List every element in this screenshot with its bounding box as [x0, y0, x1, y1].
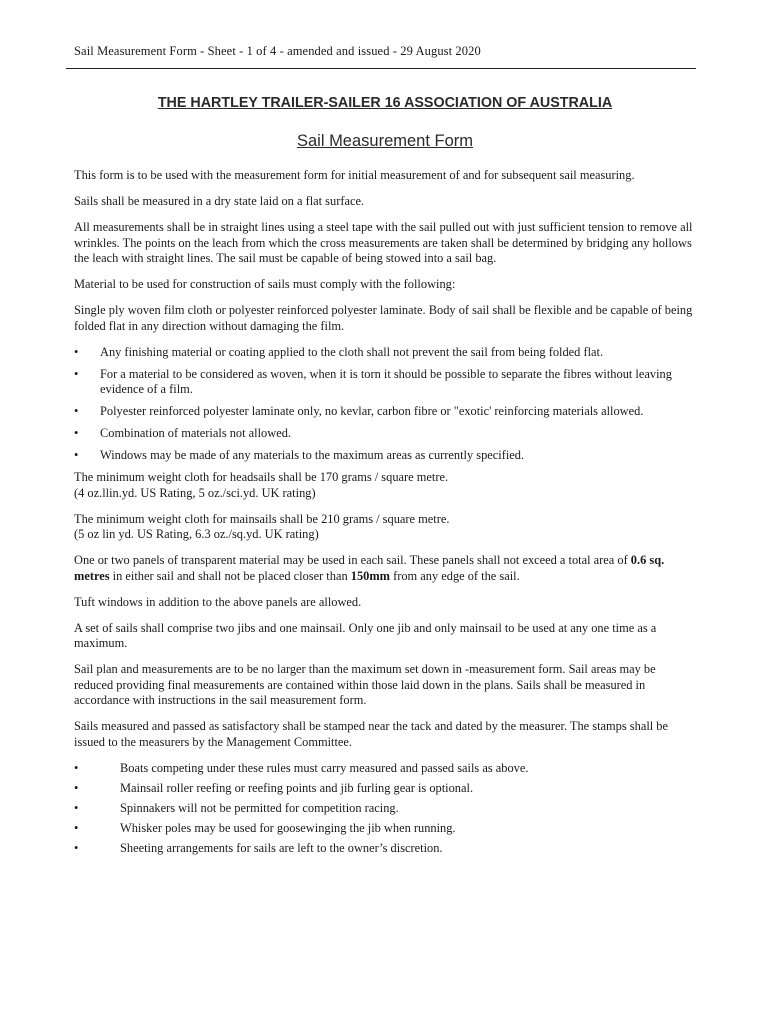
headsail-weight-line: The minimum weight cloth for headsails shall be 170 grams / square metre. — [74, 470, 449, 484]
list-item-text: Whisker poles may be used for goosewinging the jib when running. — [120, 820, 456, 835]
material-requirements-list — [74, 345, 696, 464]
panels-area-limit: 0.6 sq. metres — [74, 553, 665, 583]
bullet-icon: • — [74, 366, 79, 381]
list-item — [74, 841, 696, 857]
bullet-icon: • — [74, 448, 79, 462]
list-item-text: For a material to be considered as woven, when it is torn it should be possible to separate the fibres without leaving evidence of a film. — [100, 366, 672, 396]
panels-text: in either sail and shall not be placed closer than — [109, 568, 351, 583]
bullet-icon: • — [74, 840, 79, 855]
list-item — [74, 781, 696, 797]
list-item-text: Boats competing under these rules must carry measured and passed sails as above. — [120, 760, 529, 775]
list-item — [74, 821, 696, 837]
intro-paragraph: All measurements shall be in straight lines using a steel tape with the sail pulled out with just sufficient tension to remove all wrinkles. The points on the leach from which the cross measurements are taken shall be determined by bridging any hollows the leach with straight lines. The sail must be capable of being stowed into a sail bag. — [74, 220, 693, 265]
bullet-icon: • — [74, 800, 79, 815]
mainsail-weight-line: The minimum weight cloth for mainsails shall be 210 grams / square metre. — [74, 511, 450, 526]
list-item-text: Spinnakers will not be permitted for competition racing. — [120, 800, 399, 815]
intro-paragraph: This form is to be used with the measurement form for initial measurement of and for subsequent sail measuring. — [74, 168, 635, 182]
list-item-text: Windows may be made of any materials to the maximum areas as currently specified. — [100, 448, 525, 462]
list-item-text: Combination of materials not allowed. — [100, 426, 291, 440]
header-rule — [66, 68, 696, 69]
list-item-text: Sheeting arrangements for sails are left to the owner’s discretion. — [120, 840, 443, 855]
intro-paragraph: Material to be used for construction of sails must comply with the following: — [74, 277, 456, 291]
general-rules-list — [74, 761, 696, 857]
rule-paragraph: Tuft windows in addition to the above panels are allowed. — [74, 594, 362, 609]
mainsail-rating-line: (5 oz lin yd. US Rating, 6.3 oz./sq.yd. UK rating) — [74, 527, 319, 541]
list-item — [74, 448, 696, 464]
list-item-text: Polyester reinforced polyester laminate only, no kevlar, carbon fibre or "exotic' reinforcing materials allowed. — [100, 404, 644, 418]
bullet-icon: • — [74, 404, 79, 418]
panels-text: One or two panels of transparent material may be used in each sail. These panels shall not exceed a total area of — [74, 553, 631, 567]
mainsail-weight-paragraph — [74, 512, 696, 543]
transparent-panels-paragraph — [74, 553, 696, 584]
panels-text: from any edge of the sail. — [389, 568, 520, 583]
panels-distance-limit: 150mm — [350, 568, 390, 583]
rule-paragraph: A set of sails shall comprise two jibs and one mainsail. Only one jib and only mainsail to be used at any one time as a maximum. — [74, 620, 657, 650]
rule-paragraph: Sails measured and passed as satisfactory shall be stamped near the tack and dated by the measurer. The stamps shall be issued to the measurers by the Management Committee. — [74, 719, 668, 749]
bullet-icon: • — [74, 426, 79, 440]
list-item — [74, 801, 696, 817]
headsail-rating-line: (4 oz.llin.yd. US Rating, 5 oz./sci.yd. UK rating) — [74, 485, 316, 500]
form-title: Sail Measurement Form — [296, 132, 474, 150]
bullet-icon: • — [74, 820, 79, 835]
bullet-icon: • — [74, 344, 79, 359]
list-item-text: Mainsail roller reefing or reefing points and jib furling gear is optional. — [120, 780, 474, 795]
association-title: THE HARTLEY TRAILER-SAILER 16 ASSOCIATION OF AUSTRALIA — [157, 95, 613, 111]
list-item — [74, 761, 696, 777]
list-item-text: Any finishing material or coating applied to the cloth shall not prevent the sail from being folded flat. — [100, 344, 604, 359]
rule-paragraph: Sail plan and measurements are to be no larger than the maximum set down in -measurement form. Sail areas may be reduced providing final measurements are contained within those laid down in the plans. Sails shall be measured in accordance with instructions in the sail measurement form. — [74, 662, 656, 707]
list-item — [74, 426, 696, 442]
list-item — [74, 367, 696, 398]
page-header: Sail Measurement Form - Sheet - 1 of 4 - amended and issued - 29 August 2020 — [74, 44, 481, 58]
headsail-weight-paragraph — [74, 470, 696, 501]
bullet-icon: • — [74, 760, 79, 775]
intro-paragraph: Sails shall be measured in a dry state laid on a flat surface. — [74, 194, 365, 208]
list-item — [74, 404, 696, 420]
intro-paragraph: Single ply woven film cloth or polyester reinforced polyester laminate. Body of sail shall be flexible and be capable of being folded flat in any direction without damaging the film. — [74, 303, 693, 333]
bullet-icon: • — [74, 780, 79, 795]
document-body — [74, 168, 696, 861]
list-item — [74, 345, 696, 361]
